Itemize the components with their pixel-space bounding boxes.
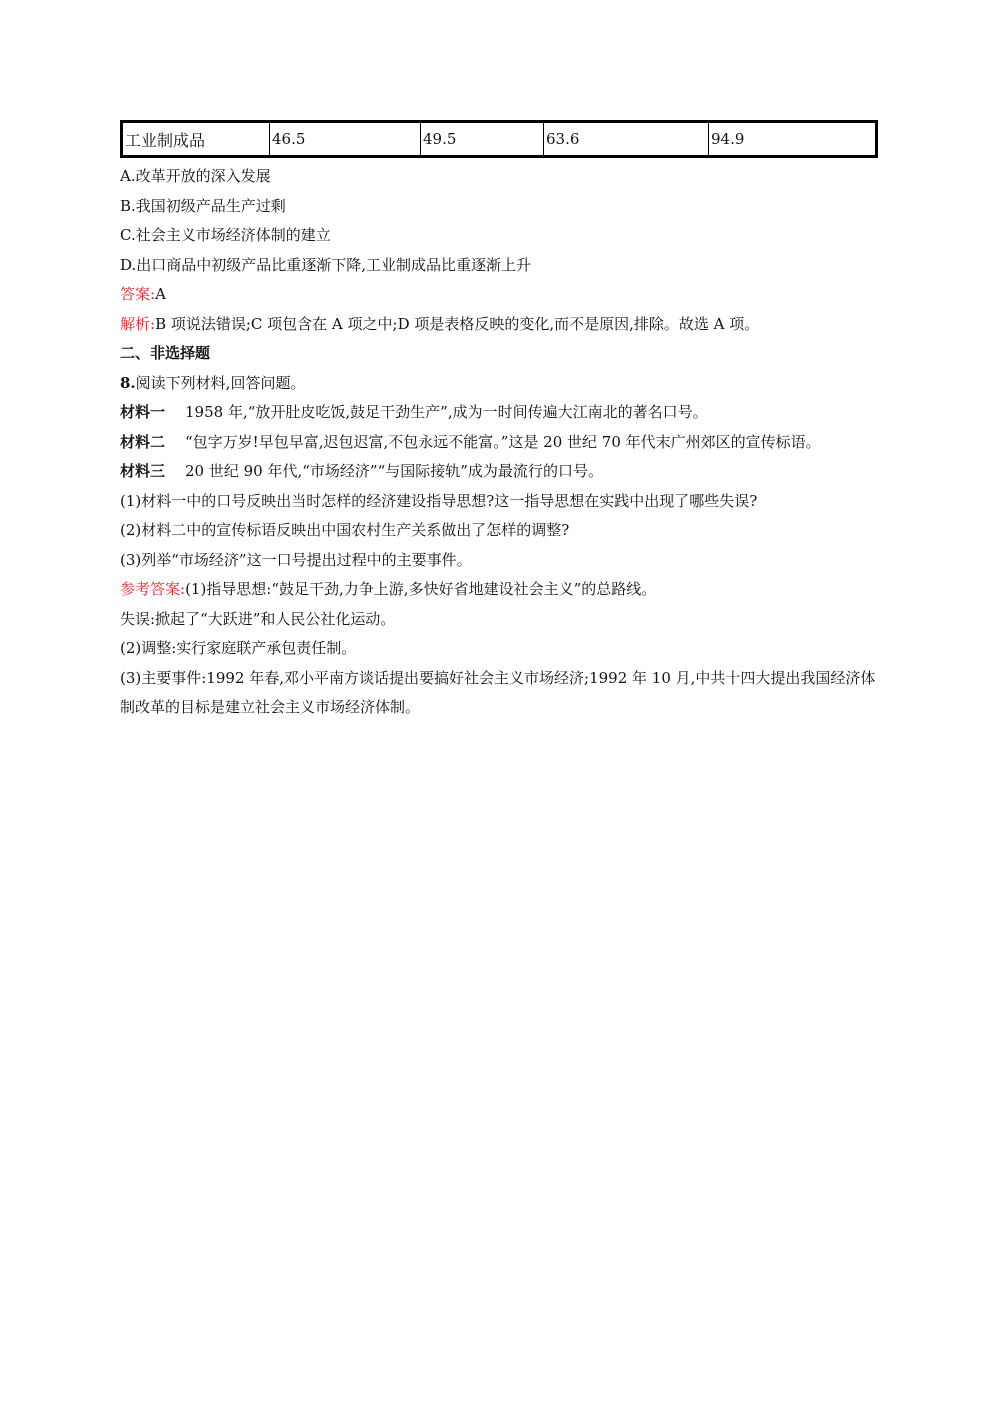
table-cell-label: 工业制成品 — [122, 122, 270, 157]
page-content — [120, 120, 880, 723]
reference-text: (1)指导思想:“鼓足干劲,力争上游,多快好省地建设社会主义”的总路线。 — [185, 580, 657, 598]
answer-line — [120, 280, 880, 310]
sub-question-2: (2)材料二中的宣传标语反映出中国农村生产关系做出了怎样的调整? — [120, 521, 570, 539]
question-8-prompt — [120, 369, 880, 399]
analysis-text: B 项说法错误;C 项包含在 A 项之中;D 项是表格反映的变化,而不是原因,排除。故选 A 项。 — [155, 314, 760, 333]
material-3 — [120, 457, 880, 487]
sub-question-3: (3)列举“市场经济”这一口号提出过程中的主要事件。 — [120, 550, 472, 569]
reference-adjustment: (2)调整:实行家庭联产承包责任制。 — [120, 639, 357, 657]
material-text: “包字万岁!早包早富,迟包迟富,不包永远不能富。”这是 20 世纪 70 年代末广州郊区的宣传标语。 — [185, 432, 821, 451]
reference-label: 参考答案: — [120, 580, 186, 598]
table-cell: 63.6 — [544, 122, 709, 157]
material-label: 材料一 — [120, 403, 166, 421]
option-b: B.我国初级产品生产过剩 — [120, 196, 286, 215]
material-label: 材料三 — [120, 462, 166, 480]
material-text: 20 世纪 90 年代,“市场经济”“与国际接轨”成为最流行的口号。 — [185, 462, 603, 480]
section-title: 二、非选择题 — [120, 344, 211, 362]
sub-question-1: (1)材料一中的口号反映出当时怎样的经济建设指导思想?这一指导思想在实践中出现了哪些失误? — [120, 491, 758, 510]
option-c: C.社会主义市场经济体制的建立 — [120, 226, 331, 244]
analysis-line — [120, 310, 880, 340]
option-a: A.改革开放的深入发展 — [120, 167, 271, 185]
material-2 — [120, 428, 880, 458]
table-cell: 94.9 — [709, 122, 877, 157]
data-table — [120, 120, 878, 158]
answer-label: 答案: — [120, 285, 156, 303]
reference-answer-line — [120, 575, 880, 605]
analysis-label: 解析: — [120, 314, 156, 333]
question-number: 8. — [120, 373, 136, 392]
table-row — [122, 122, 877, 157]
table-cell: 46.5 — [270, 122, 421, 157]
answer-value: A — [155, 285, 166, 303]
question-prompt: 阅读下列材料,回答问题。 — [135, 373, 306, 392]
table-cell: 49.5 — [421, 122, 544, 157]
reference-events: (3)主要事件:1992 年春,邓小平南方谈话提出要搞好社会主义市场经济;1992 年 10 月,中共十四大提出我国经济体制改革的目标是建立社会主义市场经济体制。 — [120, 668, 876, 716]
option-d: D.出口商品中初级产品比重逐渐下降,工业制成品比重逐渐上升 — [120, 255, 532, 274]
material-text: 1958 年,“放开肚皮吃饭,鼓足干劲生产”,成为一时间传遍大江南北的著名口号。 — [185, 403, 708, 421]
reference-mistakes: 失误:掀起了“大跃进”和人民公社化运动。 — [120, 609, 396, 628]
material-label: 材料二 — [120, 432, 166, 451]
material-1 — [120, 398, 880, 428]
